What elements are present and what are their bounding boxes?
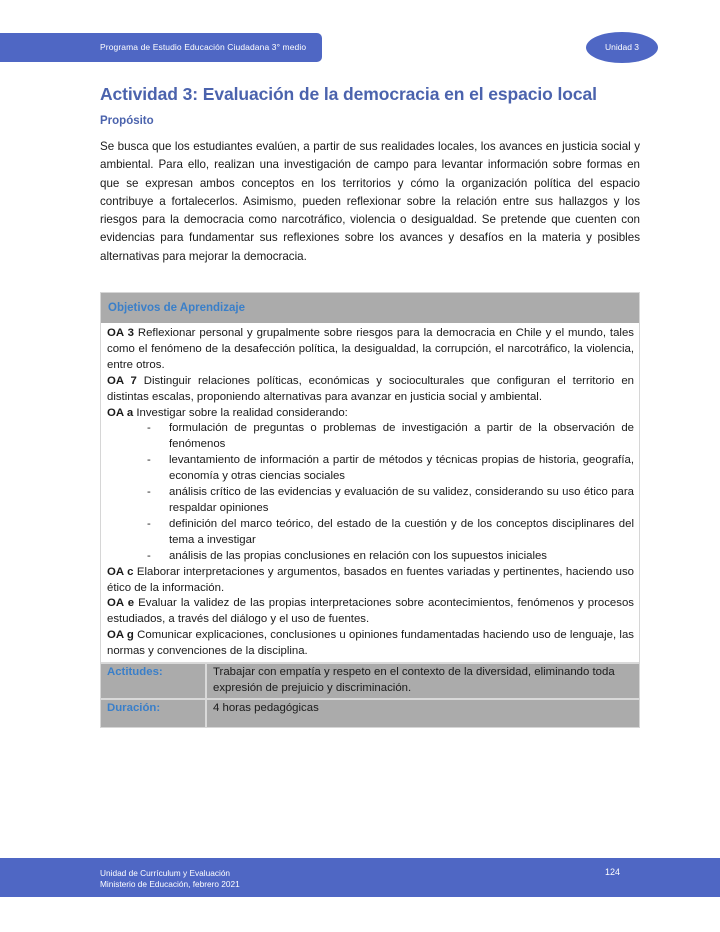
footer-line-1: Unidad de Currículum y Evaluación — [100, 868, 231, 878]
objective-oag — [107, 628, 634, 660]
dash-bullet-icon: - — [147, 517, 151, 530]
objective-oaa — [107, 406, 634, 422]
duration-value: 4 horas pedagógicas — [213, 701, 319, 714]
objective-code: OA 7 — [107, 374, 137, 387]
dash-bullet-icon: - — [147, 422, 151, 435]
page-number: 124 — [605, 867, 621, 877]
objective-oae — [107, 596, 634, 628]
unit-label: Unidad 3 — [604, 42, 640, 52]
duration-label: Duración: — [101, 700, 207, 727]
objective-oa7 — [107, 374, 634, 406]
activity-title: Actividad 3: Evaluación de la democracia en el espacio local — [100, 84, 597, 104]
objective-code: OA c — [107, 565, 134, 578]
objective-oa3 — [107, 326, 634, 374]
objective-code: OA a — [107, 406, 134, 419]
list-item: - análisis de las propias conclusiones en relación con los supuestos iniciales — [147, 549, 634, 565]
objectives-header: Objetivos de Aprendizaje — [101, 293, 639, 324]
objectives-body — [101, 324, 639, 662]
objective-oac — [107, 565, 634, 597]
dash-bullet-icon: - — [147, 549, 151, 562]
objective-text: Investigar sobre la realidad considerando: — [133, 406, 348, 419]
attitudes-row — [101, 662, 639, 698]
program-title: Programa de Estudio Educación Ciudadana 3° medio — [100, 42, 307, 52]
purpose-heading: Propósito — [100, 115, 154, 127]
list-item: - levantamiento de información a partir de métodos y técnicas propias de historia, geografía, economía y otras ciencias sociales — [147, 454, 634, 483]
list-item: - definición del marco teórico, del estado de la cuestión y de los conceptos disciplinares del tema a investigar — [147, 517, 634, 546]
objective-text: Elaborar interpretaciones y argumentos, basados en fuentes variadas y pertinentes, haciendo uso ético de la información. — [107, 565, 634, 594]
attitudes-label: Actitudes: — [101, 664, 207, 698]
objectives-table — [100, 292, 640, 728]
unit-badge — [586, 32, 658, 63]
objective-text: Reflexionar personal y grupalmente sobre riesgos para la democracia en Chile y el mundo, tales como el fenómeno de la desafección política, la desigualdad, la corrupción, el narcotráfico, la violencia, entre otros. — [107, 327, 634, 371]
objective-text: Distinguir relaciones políticas, económicas y socioculturales que configuran el territorio en distintas escalas, proponiendo alternativas para avanzar en justicia social y ambiental. — [107, 374, 634, 403]
list-item: - formulación de preguntas o problemas de investigación a partir de la observación de fenómenos — [147, 422, 634, 451]
objective-code: OA e — [107, 597, 135, 610]
objective-text: Comunicar explicaciones, conclusiones u opiniones fundamentadas haciendo uso de lenguaje, las normas y convenciones de la disciplina. — [107, 629, 634, 658]
attitudes-value: Trabajar con empatía y respeto en el contexto de la diversidad, eliminando toda expresión de prejuicio y discriminación. — [213, 666, 615, 694]
program-title-banner — [0, 33, 322, 62]
oa-a-list — [107, 421, 634, 564]
objective-code: OA g — [107, 629, 134, 642]
footer-line-2: Ministerio de Educación, febrero 2021 — [100, 879, 240, 889]
footer-credits — [100, 868, 240, 890]
page-footer — [0, 858, 720, 897]
purpose-paragraph: Se busca que los estudiantes evalúen, a partir de sus realidades locales, los avances en justicia social y ambiental. Para ello, realizan una investigación de campo para levantar información sobre formas en que se expresan ambos conceptos en los territorios y cómo la organización política del espacio contribuye a fortalecerlos. Asimismo, pueden reflexionar sobre la relación entre sus hallazgos y los riesgos para la democracia como narcotráfico, violencia o desigualdad. Se pretende que cuenten con evidencias para fundamentar sus reflexiones sobre los avances y desafíos en la materia y posibles alternativas para mejorar la democracia. — [100, 140, 640, 263]
objective-code: OA 3 — [107, 327, 134, 339]
duration-row — [101, 698, 639, 727]
list-item: - análisis crítico de las evidencias y evaluación de su validez, considerando su uso ético para respaldar opiniones — [147, 486, 634, 514]
objective-text: Evaluar la validez de las propias interpretaciones sobre acontecimientos, fenómenos y procesos estudiados, a través del diálogo y el uso de fuentes. — [107, 597, 634, 626]
dash-bullet-icon: - — [147, 454, 151, 467]
dash-bullet-icon: - — [147, 486, 151, 499]
